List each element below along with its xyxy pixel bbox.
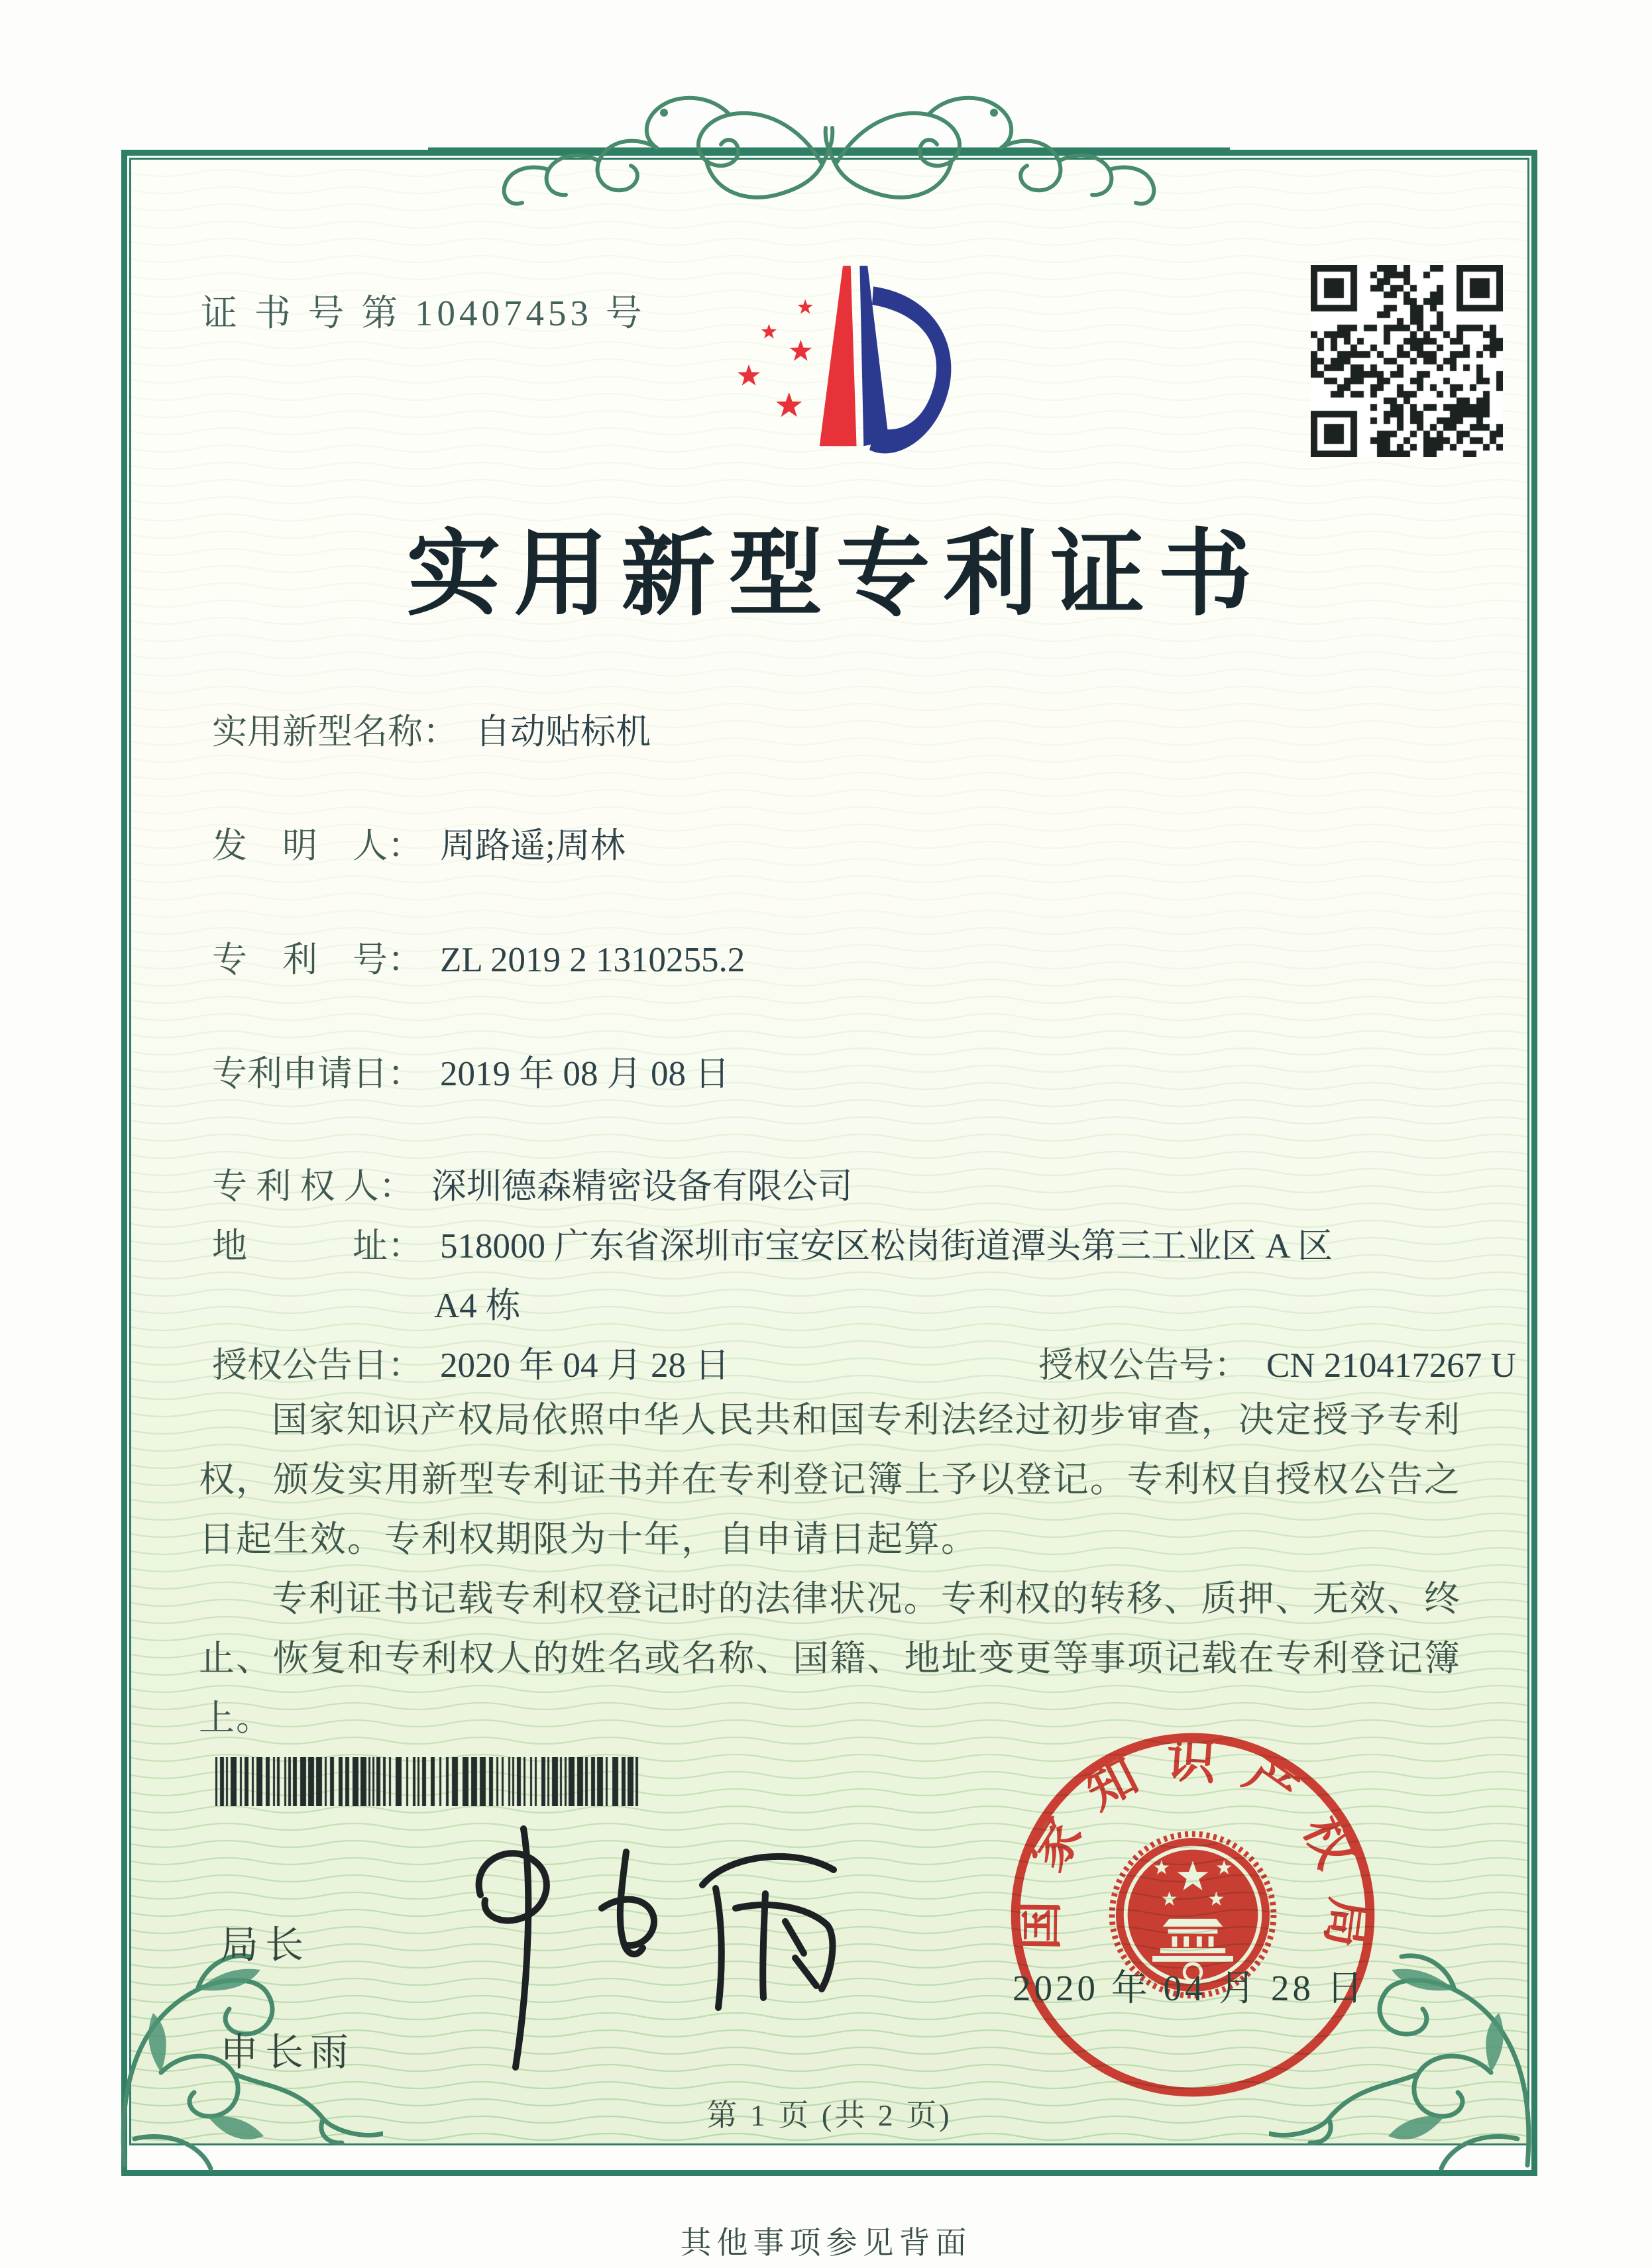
- field-value: 518000 广东省深圳市宝安区松岗街道潭头第三工业区 A 区: [440, 1227, 1333, 1266]
- field-value: 自动贴标机: [475, 713, 651, 751]
- field-row-patent-number: [212, 932, 745, 982]
- field-label: 地 址：: [212, 1227, 423, 1266]
- cnipa-patent-logo-icon: [719, 250, 965, 472]
- field-label: 专 利 号：: [212, 941, 423, 979]
- seal-ring-text: 国家知识产权局: [1011, 1732, 1377, 1976]
- field-label: 专利申请日：: [212, 1055, 423, 1093]
- certificate-number: 证 书 号 第 10407453 号: [201, 293, 646, 333]
- field-value: 周路遥;周林: [440, 827, 626, 865]
- field-label: 授权公告日：: [212, 1346, 423, 1385]
- seal-date: 2020 年 04 月 28 日: [1013, 1968, 1366, 2008]
- field-label: 专 利 权 人：: [212, 1167, 414, 1206]
- field-value: ZL 2019 2 1310255.2: [440, 941, 745, 979]
- field-value: CN 210417267 U: [1266, 1346, 1516, 1385]
- field-label: 授权公告号：: [1038, 1346, 1249, 1385]
- field-label: 发 明 人：: [212, 827, 423, 865]
- commissioner-name: 申长雨: [220, 2031, 356, 2074]
- legal-paragraph-2: 专利证书记载专利权登记时的法律状况。专利权的转移、质押、无效、终止、恢复和专利权人的姓名或名称、国籍、地址变更等事项记载在专利登记簿上。: [199, 1579, 1461, 1738]
- certificate-title: 实用新型专利证书: [406, 522, 1266, 627]
- page-number: 第 1 页 (共 2 页): [706, 2098, 952, 2132]
- field-row-grant: [212, 1337, 1516, 1387]
- field-value: 2019 年 08 月 08 日: [440, 1055, 730, 1093]
- field-value: 深圳德森精密设备有限公司: [431, 1167, 853, 1206]
- qr-code: [1311, 265, 1503, 457]
- field-grant-number: [1038, 1337, 1516, 1387]
- field-row-patentee: [212, 1158, 853, 1209]
- field-row-utility-model-name: [212, 704, 651, 754]
- field-row-address: [212, 1218, 1333, 1268]
- back-side-note: 其他事项参见背面: [680, 2226, 972, 2261]
- legal-text-block: [199, 1390, 1461, 1748]
- legal-paragraph-1: 国家知识产权局依照中华人民共和国专利法经过初步审查，决定授予专利权，颁发实用新型专利证书并在专利登记簿上予以登记。专利权自授权公告之日起生效。专利权期限为十年，自申请日起算。: [199, 1400, 1461, 1559]
- dragon-scroll-ornament-icon: [428, 85, 1230, 234]
- field-value-address-line2: A4 栋: [434, 1287, 522, 1325]
- cnipa-official-seal-icon: [997, 1719, 1388, 2110]
- field-row-inventor: [212, 818, 626, 868]
- barcode: [215, 1757, 639, 1806]
- field-label: 实用新型名称：: [212, 713, 458, 751]
- commissioner-title: 局长: [220, 1923, 311, 1967]
- field-value: 2020 年 04 月 28 日: [440, 1346, 730, 1385]
- field-row-filing-date: [212, 1046, 730, 1096]
- handwritten-signature-icon: [424, 1815, 875, 2080]
